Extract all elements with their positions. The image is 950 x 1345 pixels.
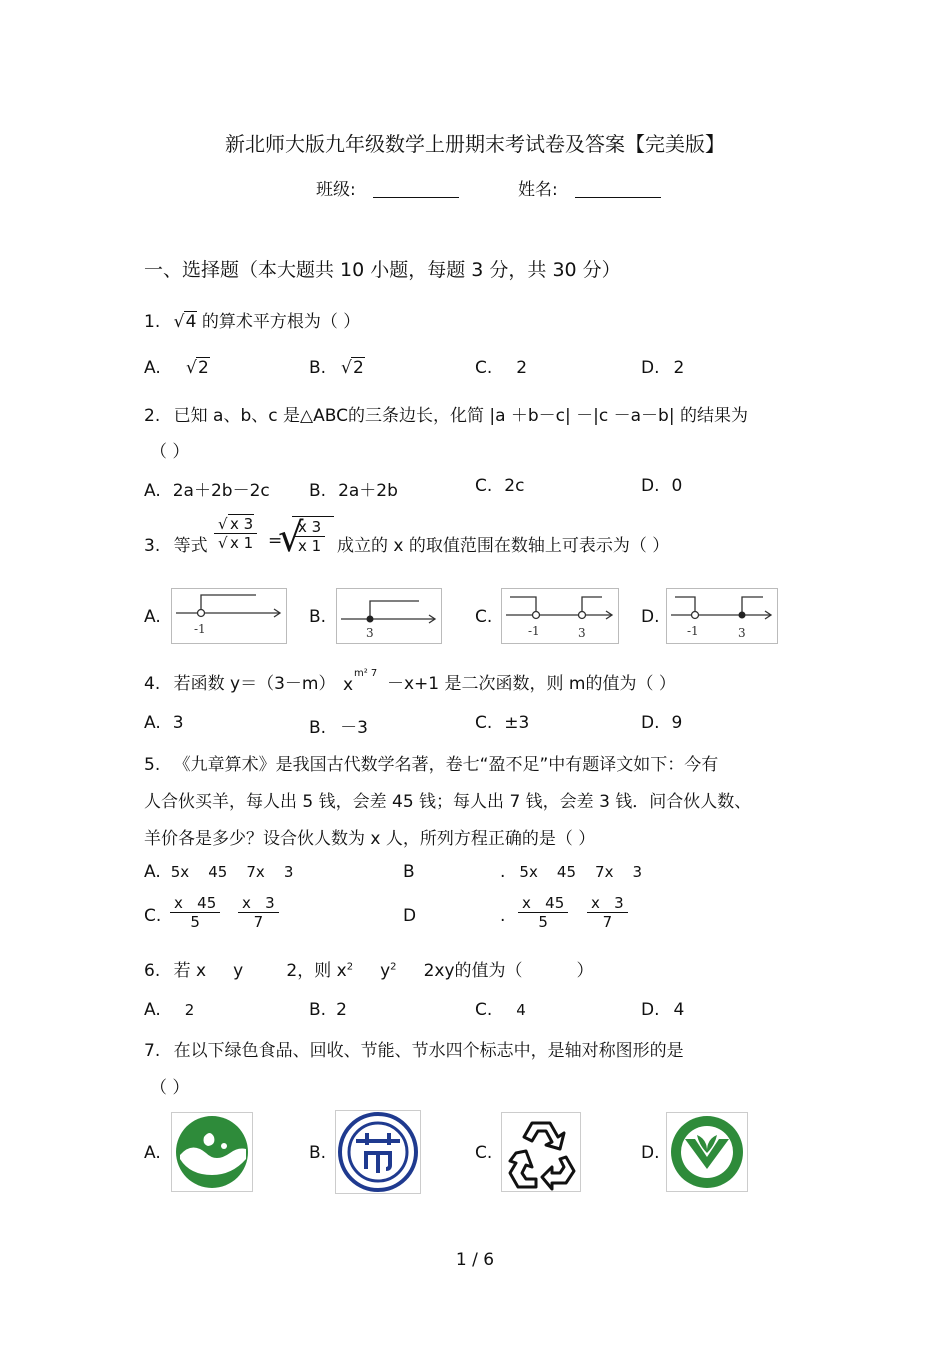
radicand: 4 [185, 312, 197, 332]
denominator: 5 [538, 913, 548, 931]
name-field-line [575, 178, 661, 198]
option-b[interactable] [309, 358, 326, 378]
option-label: C. [475, 1143, 493, 1163]
option-value: 3 [172, 713, 184, 733]
page-title: 新北师大版九年级数学上册期末考试卷及答案【完美版】 [225, 132, 725, 156]
numerator: x 45 [518, 894, 568, 913]
option-a[interactable] [144, 476, 270, 501]
numerator: x 3 [230, 515, 254, 533]
option-label: D. [641, 476, 660, 496]
tick-label: 3 [366, 626, 374, 640]
option-a[interactable] [144, 607, 161, 627]
question-2 [144, 401, 748, 426]
water-saving-logo-icon [666, 1112, 748, 1192]
answer-blank: （ ） [150, 442, 190, 462]
number-line-a [171, 588, 287, 644]
option-b[interactable] [309, 713, 368, 738]
fraction-left: √ x 3 √ x 1 [214, 515, 257, 552]
numerator: x 3 [587, 894, 628, 913]
option-label: B. [309, 1000, 327, 1020]
fraction-right [294, 518, 325, 555]
option-label: A. [144, 1143, 161, 1163]
option-value: 2 [673, 358, 685, 378]
option-value: 2a＋2b－2c [172, 481, 270, 501]
open-point [692, 612, 699, 619]
option-a-value: √ 2 [186, 358, 209, 378]
option-value: 4 [516, 1001, 526, 1019]
option-a[interactable] [144, 862, 293, 882]
energy-saving-logo-icon [335, 1110, 421, 1194]
question-5-line2: 人合伙买羊，每人出 5 钱，会差 45 钱；每人出 7 钱，会差 3 钱．问合伙人数、 [144, 792, 752, 812]
power-exponent: m² 7 [354, 668, 378, 679]
denominator: 5 [190, 913, 200, 931]
option-b[interactable] [309, 607, 326, 627]
option-value: 2 [353, 358, 364, 378]
denominator: x 1 [230, 534, 254, 552]
superscript: 2 [390, 961, 397, 973]
option-b[interactable] [309, 1000, 347, 1020]
option-label: B. [309, 718, 327, 738]
tick-label: 3 [738, 626, 746, 640]
option-d[interactable] [641, 607, 660, 627]
option-a[interactable] [144, 1143, 161, 1163]
question-text: y [353, 961, 391, 981]
option-b-value [500, 862, 642, 882]
option-a[interactable] [144, 358, 161, 378]
option-value: 2 [198, 358, 209, 378]
option-a[interactable] [144, 1000, 194, 1020]
option-value: 9 [671, 713, 683, 733]
question-number: 3. [144, 536, 161, 556]
option-label: D. [641, 607, 660, 627]
tick-label: -1 [528, 624, 540, 638]
question-number: 6. [144, 961, 161, 981]
question-text-2: －x+1 是二次函数，则 m的值为（ ） [387, 674, 676, 694]
recycle-logo-icon [501, 1112, 581, 1192]
class-label: 班级: [316, 180, 356, 200]
class-field-line [373, 178, 459, 198]
question-text: 2xy的值为（ ） [396, 961, 594, 981]
option-b-value: √ 2 [341, 358, 364, 378]
option-b[interactable] [309, 1143, 326, 1163]
denominator: x 1 [298, 537, 322, 555]
open-point [579, 612, 586, 619]
question-number: 1. [144, 312, 161, 332]
equals-sign: = [268, 531, 283, 551]
question-text: 的算术平方根为（ ） [201, 312, 361, 332]
option-label: D. [641, 1143, 660, 1163]
question-text: 已知 a、b、c 是△ABC的三条边长，化简 |a ＋b－c| －|c －a－b| 的结果为 [173, 406, 748, 426]
question-1 [144, 307, 360, 332]
question-number: 7. [144, 1041, 161, 1061]
option-c[interactable] [475, 476, 524, 496]
option-label: D. [641, 1000, 660, 1020]
option-label: C. [475, 713, 493, 733]
option-label: D [403, 906, 417, 926]
option-label: A. [144, 607, 161, 627]
option-c[interactable] [475, 607, 492, 627]
option-dot: . [500, 862, 506, 882]
option-label: C. [144, 906, 162, 926]
question-6 [144, 956, 594, 981]
option-label: A. [144, 481, 161, 501]
option-label: B. [309, 607, 327, 627]
option-label: A. [144, 713, 161, 733]
sqrt-expression: √ 4 [173, 312, 197, 332]
tick-label: 3 [578, 626, 586, 640]
numerator: x 3 [294, 518, 325, 537]
option-label: B. [309, 358, 327, 378]
option-a[interactable] [144, 713, 184, 733]
option-value: 5x 45 7x 3 [519, 863, 643, 881]
denominator: 7 [602, 913, 613, 931]
name-label: 姓名: [518, 180, 558, 200]
denominator: 7 [253, 913, 264, 931]
option-value: 5x 45 7x 3 [170, 863, 294, 881]
number-line-b [336, 588, 442, 644]
closed-point [739, 612, 746, 619]
option-value: 0 [671, 476, 683, 496]
option-value: 4 [673, 1000, 685, 1020]
question-7 [144, 1036, 684, 1061]
question-3-number [144, 531, 208, 556]
option-value: 2 [336, 1000, 347, 1020]
option-label: B. [309, 1143, 327, 1163]
question-4 [144, 669, 335, 694]
question-text: 若函数 y＝（3－m） [173, 674, 336, 694]
option-label: A. [144, 358, 161, 378]
option-b[interactable] [403, 862, 415, 882]
tick-label: -1 [194, 622, 206, 636]
option-label: A. [144, 1000, 161, 1020]
option-b[interactable] [309, 476, 398, 501]
question-text: 《九章算术》是我国古代数学名著，卷七“盈不足”中有题译文如下：今有 [173, 755, 719, 775]
option-label: D. [641, 713, 660, 733]
option-value: 2 [184, 1001, 195, 1019]
option-d-fraction-1 [518, 894, 568, 931]
option-value: 2c [504, 476, 525, 496]
open-point [533, 612, 540, 619]
open-point [198, 610, 205, 617]
option-label: D. [641, 358, 660, 378]
section-heading: 一、选择题（本大题共 10 小题，每题 3 分，共 30 分） [144, 259, 621, 281]
question-number: 5. [144, 755, 161, 775]
option-c-fraction-1 [170, 894, 220, 931]
option-label: C. [475, 607, 493, 627]
option-d[interactable] [641, 1000, 684, 1020]
option-d[interactable] [641, 476, 682, 496]
option-c[interactable] [475, 358, 527, 378]
option-d-fraction-2 [587, 894, 628, 931]
tick-label: -1 [687, 624, 699, 638]
answer-blank: （ ） [150, 1078, 190, 1098]
option-label: C. [475, 358, 493, 378]
superscript: 2 [346, 961, 354, 973]
option-label: A. [144, 862, 161, 882]
option-value: －3 [340, 718, 368, 738]
option-d[interactable] [641, 358, 684, 378]
power-base: x [343, 675, 354, 695]
question-number: 2. [144, 406, 161, 426]
question-number: 4. [144, 674, 161, 694]
option-c[interactable] [475, 1000, 526, 1020]
radical-bar [292, 516, 334, 517]
number-line-c [501, 588, 619, 644]
option-value: ±3 [504, 713, 530, 733]
option-d[interactable] [641, 1143, 660, 1163]
option-c[interactable] [144, 906, 161, 926]
option-c[interactable] [475, 713, 529, 733]
question-5-line3: 羊价各是多少？设合伙人数为 x 人，所列方程正确的是（ ） [144, 829, 596, 849]
numerator: x 3 [238, 894, 279, 913]
green-food-logo-icon [171, 1112, 253, 1192]
question-5 [144, 750, 718, 775]
option-label: C. [475, 476, 493, 496]
option-value: 2a＋2b [338, 481, 398, 501]
page-number: 1 / 6 [455, 1250, 495, 1270]
question-text: 若 x y 2，则 x [173, 961, 347, 981]
question-text: 成立的 x 的取值范围在数轴上可表示为（ ） [337, 536, 670, 556]
option-d[interactable] [403, 906, 416, 926]
numerator: x 45 [170, 894, 220, 913]
option-label: B [403, 862, 415, 882]
closed-point [367, 616, 374, 623]
option-c[interactable] [475, 1143, 492, 1163]
option-label: B. [309, 481, 327, 501]
question-text: 在以下绿色食品、回收、节能、节水四个标志中，是轴对称图形的是 [173, 1041, 684, 1061]
option-c-fraction-2 [238, 894, 279, 931]
option-label: C. [475, 1000, 493, 1020]
option-d-dot: . [500, 906, 506, 926]
option-d[interactable] [641, 713, 682, 733]
big-radical: √ [278, 515, 304, 561]
option-value: 2 [516, 358, 528, 378]
question-lead: 等式 [173, 536, 208, 556]
number-line-d [666, 588, 778, 644]
